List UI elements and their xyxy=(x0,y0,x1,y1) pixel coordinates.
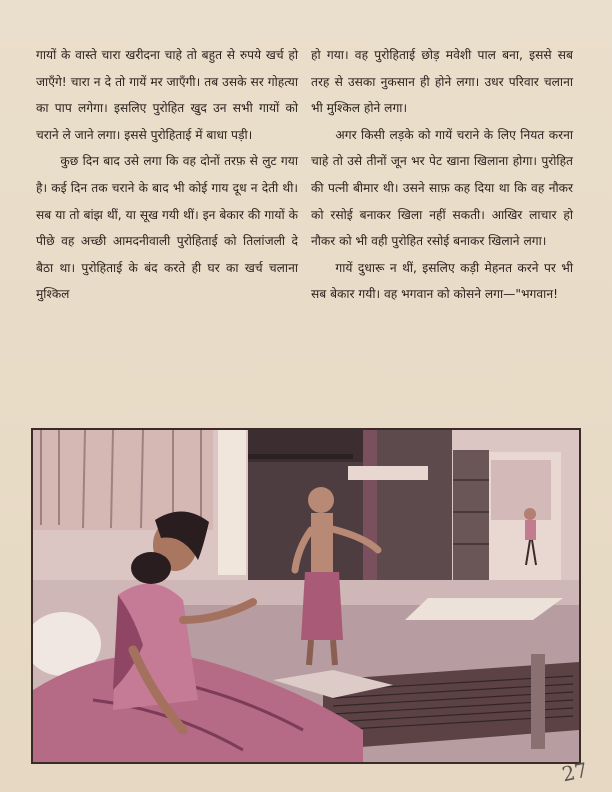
page-number: 27 xyxy=(559,757,590,787)
illustration-drawing xyxy=(33,430,579,762)
story-illustration xyxy=(31,428,581,764)
left-paragraph-1: गायों के वास्ते चारा खरीदना चाहे तो बहुत से रुपये खर्च हो जाएँगे! चारा न दे तो गायें मर जाएँगी। तब उसके सर गोहत्या का पाप लगेगा। इसलिए पुरोहित खुद उन सभी गायों को चराने ले जाने लगा। इससे पुरोहिताई में बाधा पड़ी। xyxy=(36,48,298,142)
right-text-column xyxy=(311,42,573,308)
right-paragraph-3: गायें दुधारू न थीं, इसलिए कड़ी मेहनत करने पर भी सब बेकार गयी। वह भगवान को कोसने लगा—"भगवान! xyxy=(311,260,573,302)
right-paragraph-1: हो गया। वह पुरोहिताई छोड़ मवेशी पाल बना, इससे सब तरह से उसका नुकसान ही होने लगा। उधर परिवार चलाना भी मुश्किल होने लगा। xyxy=(311,48,573,116)
right-paragraph-2: अगर किसी लड़के को गायें चराने के लिए नियत करना चाहे तो उसे तीनों जून भर पेट खाना खिलाना होगा। पुरोहित की पत्नी बीमार थी। उसने साफ़ कह दिया था कि वह नौकर को रसोई बनाकर खिला नहीं सकती। आखिर लाचार हो नौकर को भी वही पुरोहित रसोई बनाकर खिलाने लगा। xyxy=(311,127,573,249)
left-text-column xyxy=(36,42,298,308)
left-paragraph-2: कुछ दिन बाद उसे लगा कि वह दोनों तरफ़ से लुट गया है। कई दिन तक चराने के बाद भी कोई गाय दूध न देती थी। सब या तो बांझ थीं, या सूख गयी थीं। इन बेकार की गायों के पीछे वह अच्छी आमदनीवाली पुरोहिताई को तिलांजली दे बैठा था। पुरोहिताई के बंद करते ही घर का खर्च चलाना मुश्किल xyxy=(36,154,298,302)
